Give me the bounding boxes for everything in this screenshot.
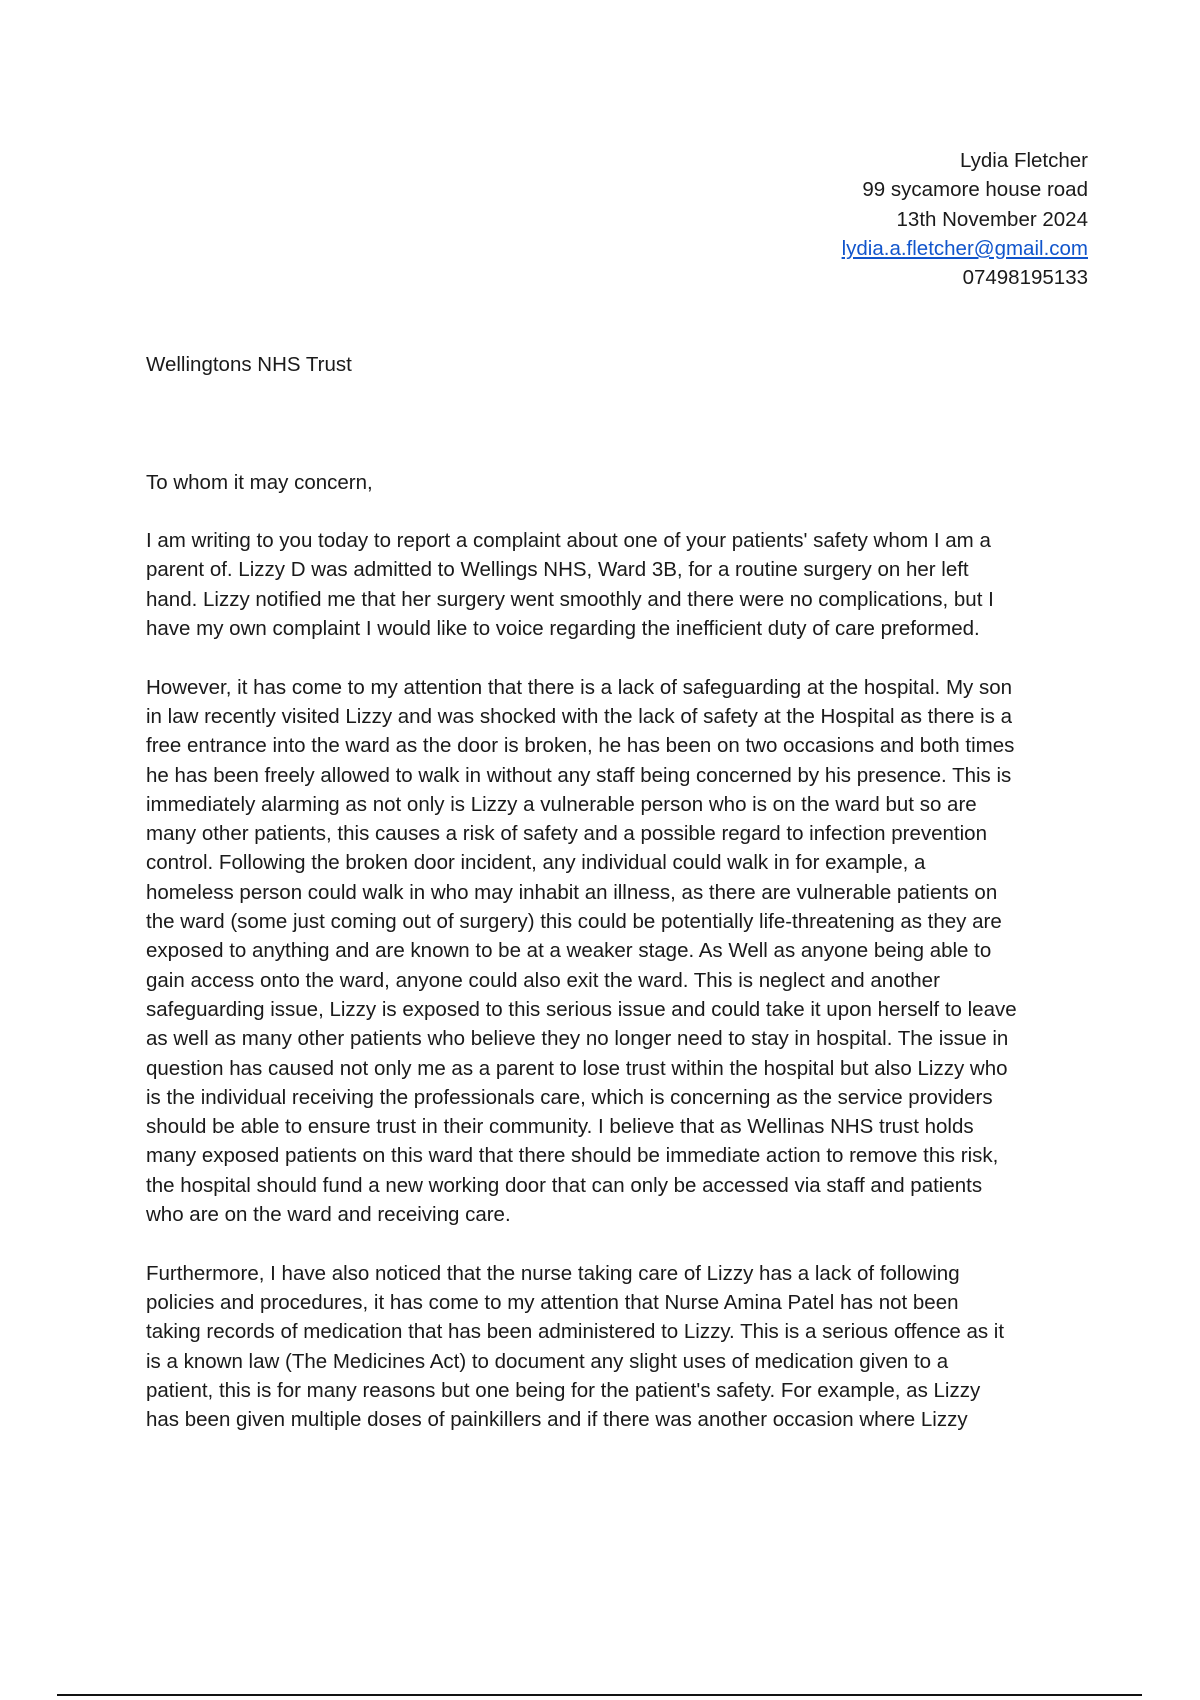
body-line: the ward (some just coming out of surgery) this could be potentially life-threatening as they are [146,910,1002,934]
body-line: patient, this is for many reasons but one being for the patient's safety. For example, as Lizzy [146,1379,981,1403]
body-line: parent of. Lizzy D was admitted to Wellings NHS, Ward 3B, for a routine surgery on her left [146,558,969,582]
paragraph-intro [146,526,1096,643]
letter-date: 13th November 2024 [896,207,1088,231]
sender-phone: 07498195133 [962,266,1088,290]
body-line: homeless person could walk in who may inhabit an illness, as there are vulnerable patients on [146,880,998,904]
recipient-organisation: Wellingtons NHS Trust [146,353,352,376]
body-line: control. Following the broken door incident, any individual could walk in for example, a [146,851,926,875]
body-line: policies and procedures, it has come to my attention that Nurse Amina Patel has not been [146,1291,959,1315]
sender-email-link[interactable]: lydia.a.fletcher@gmail.com [841,236,1088,260]
body-line: many other patients, this causes a risk of safety and a possible regard to infection prevention [146,822,987,846]
body-line: who are on the ward and receiving care. [146,1203,511,1227]
body-line: safeguarding issue, Lizzy is exposed to this serious issue and could take it upon herself to leave [146,997,1017,1021]
body-line: he has been freely allowed to walk in without any staff being concerned by his presence. This is [146,763,1012,787]
body-line: However, it has come to my attention that there is a lack of safeguarding at the hospital. My son [146,675,1013,699]
body-line: exposed to anything and are known to be at a weaker stage. As Well as anyone being able to [146,939,992,963]
body-line: is the individual receiving the professionals care, which is concerning as the service providers [146,1085,993,1109]
paragraph-safeguarding [146,673,1096,1230]
body-line: should be able to ensure trust in their community. I believe that as Wellinas NHS trust holds [146,1115,974,1139]
body-line: taking records of medication that has been administered to Lizzy. This is a serious offence as it [146,1320,1005,1344]
body-line: have my own complaint I would like to voice regarding the inefficient duty of care preformed. [146,616,980,640]
body-line: question has caused not only me as a parent to lose trust within the hospital but also Lizzy who [146,1056,1008,1080]
body-line: is a known law (The Medicines Act) to document any slight uses of medication given to a [146,1349,949,1373]
body-line: I am writing to you today to report a complaint about one of your patients' safety whom I am a [146,529,991,552]
salutation: To whom it may concern, [146,471,373,494]
body-line: has been given multiple doses of painkillers and if there was another occasion where Lizzy [146,1408,968,1432]
body-line: the hospital should fund a new working door that can only be accessed via staff and patients [146,1173,983,1197]
body-line: gain access onto the ward, anyone could also exit the ward. This is neglect and another [146,968,940,992]
body-line: Furthermore, I have also noticed that the nurse taking care of Lizzy has a lack of following [146,1261,960,1285]
body-line: free entrance into the ward as the door is broken, he has been on two occasions and both times [146,734,1015,758]
sender-block [842,146,1088,292]
sender-name: Lydia Fletcher [960,149,1088,172]
body-line: as well as many other patients who believe they no longer need to stay in hospital. The issue in [146,1027,1009,1051]
sender-address: 99 sycamore house road [862,178,1088,202]
letter-body [146,526,1096,1464]
page-bottom-rule [57,1694,1142,1696]
body-line: hand. Lizzy notified me that her surgery went smoothly and there were no complications, but I [146,587,994,611]
body-line: many exposed patients on this ward that there should be immediate action to remove this risk, [146,1144,999,1168]
body-line: immediately alarming as not only is Lizzy a vulnerable person who is on the ward but so are [146,792,977,816]
paragraph-medication [146,1259,1096,1435]
body-line: in law recently visited Lizzy and was shocked with the lack of safety at the Hospital as there is a [146,704,1012,728]
